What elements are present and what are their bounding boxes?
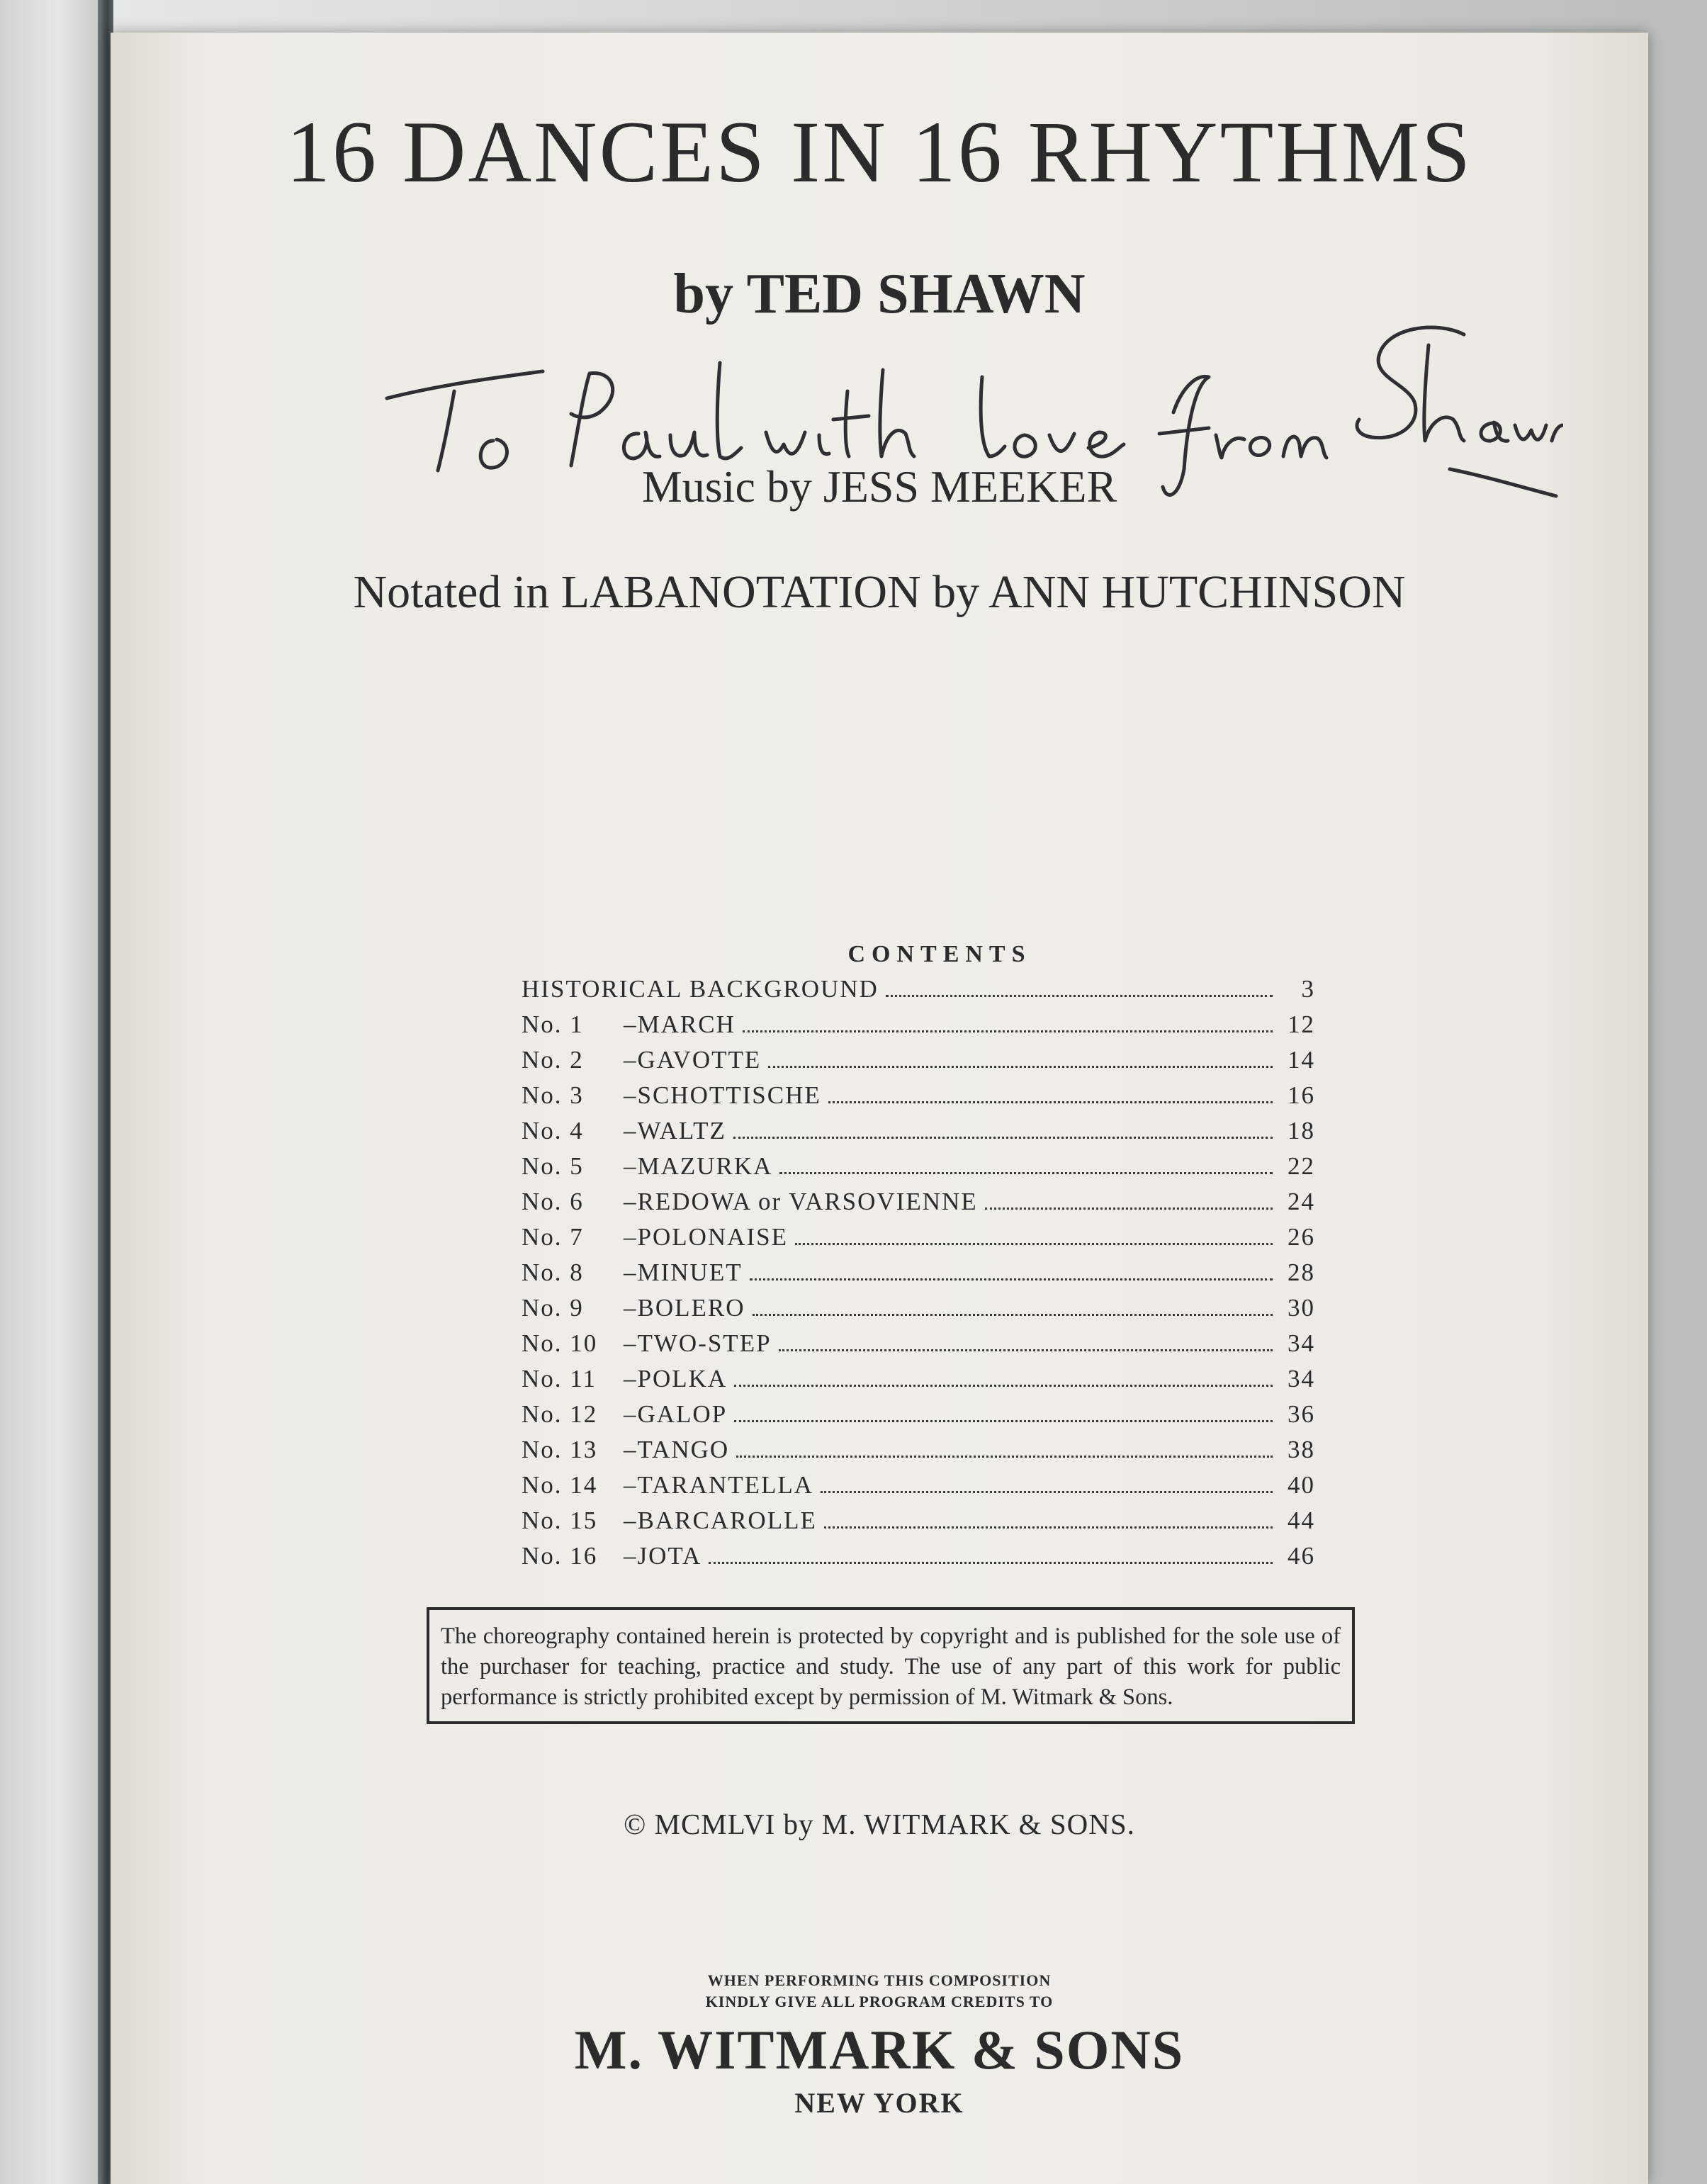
toc-dash: – bbox=[624, 1294, 638, 1322]
toc-leader-dots bbox=[824, 1526, 1273, 1529]
toc-entry-title: TARANTELLA bbox=[637, 1471, 814, 1499]
toc-dash: – bbox=[624, 1329, 638, 1357]
toc-entry-title: POLKA bbox=[637, 1365, 728, 1392]
toc-dash: – bbox=[624, 1259, 638, 1286]
toc-entry bbox=[522, 1152, 1315, 1188]
toc-entry-title: BOLERO bbox=[637, 1294, 745, 1322]
toc-leader-dots bbox=[779, 1172, 1273, 1174]
toc-entry-number: No. 11 bbox=[522, 1365, 597, 1392]
toc-dash: – bbox=[624, 1471, 638, 1499]
toc-entry bbox=[522, 1471, 1315, 1507]
book-title: 16 DANCES IN 16 RHYTHMS bbox=[286, 103, 1473, 201]
toc-entry-number: No. 7 bbox=[522, 1223, 584, 1251]
toc-entry-page: 12 bbox=[1288, 1011, 1315, 1038]
toc-entry-page: 44 bbox=[1288, 1507, 1315, 1534]
toc-entry bbox=[522, 1365, 1315, 1400]
toc-leader-dots bbox=[734, 1420, 1273, 1422]
toc-leader-dots bbox=[753, 1314, 1273, 1316]
toc-entry bbox=[522, 1188, 1315, 1223]
publisher-name: M. WITMARK & SONS bbox=[574, 2019, 1185, 2081]
toc-entry-page: 24 bbox=[1288, 1188, 1315, 1215]
toc-entry-title: JOTA bbox=[637, 1542, 702, 1570]
toc-entry-title: GAVOTTE bbox=[637, 1046, 762, 1074]
toc-dash: – bbox=[624, 1223, 638, 1251]
toc-dash: – bbox=[624, 1436, 638, 1463]
toc-entry-title: GALOP bbox=[637, 1400, 728, 1428]
toc-entry bbox=[522, 1329, 1315, 1365]
toc-leader-dots bbox=[733, 1137, 1273, 1139]
toc-entry bbox=[522, 1507, 1315, 1542]
toc-dash: – bbox=[624, 1400, 638, 1428]
toc-entry-title: HISTORICAL BACKGROUND bbox=[522, 975, 879, 1003]
toc-dash: – bbox=[624, 1542, 638, 1570]
toc-entry bbox=[522, 1542, 1315, 1577]
toc-entry-page: 14 bbox=[1288, 1046, 1315, 1074]
toc-entry-page: 34 bbox=[1288, 1329, 1315, 1357]
toc-dash: – bbox=[624, 1011, 638, 1038]
toc-entry-page: 26 bbox=[1288, 1223, 1315, 1251]
toc-entry-title: MINUET bbox=[637, 1259, 743, 1286]
toc-entry-title: POLONAISE bbox=[637, 1223, 788, 1251]
toc-entry-number: No. 2 bbox=[522, 1046, 584, 1074]
contents-heading: CONTENTS bbox=[847, 941, 1032, 967]
toc-entry bbox=[522, 1223, 1315, 1259]
publisher-city: NEW YORK bbox=[794, 2087, 964, 2119]
toc-entry-number: No. 16 bbox=[522, 1542, 598, 1570]
toc-entry-page: 3 bbox=[1301, 975, 1315, 1003]
toc-entry bbox=[522, 1259, 1315, 1294]
toc-entry-number: No. 8 bbox=[522, 1259, 584, 1286]
left-page-edge bbox=[0, 0, 106, 2184]
toc-leader-dots bbox=[743, 1030, 1273, 1032]
toc-entry bbox=[522, 1117, 1315, 1152]
toc-entry-title: BARCAROLLE bbox=[637, 1507, 817, 1534]
title-page bbox=[111, 33, 1648, 2184]
toc-entry-number: No. 5 bbox=[522, 1152, 584, 1180]
copyright-notice-box: The choreography contained herein is protected by copyright and is published for the sole use of the purchaser for teaching, practice and study. The use of any part of this work for public performance is strictly prohibited except by permission of M. Witmark & Sons. bbox=[427, 1607, 1355, 1724]
toc-entry bbox=[522, 1436, 1315, 1471]
toc-leader-dots bbox=[734, 1385, 1273, 1387]
toc-entry-page: 30 bbox=[1288, 1294, 1315, 1322]
toc-entry-title: REDOWA or VARSOVIENNE bbox=[637, 1188, 978, 1215]
toc-leader-dots bbox=[736, 1456, 1273, 1458]
toc-dash: – bbox=[624, 1117, 638, 1144]
author-byline: by TED SHAWN bbox=[673, 263, 1086, 325]
toc-entry-number: No. 10 bbox=[522, 1329, 598, 1357]
program-credits-note bbox=[111, 1970, 1648, 2013]
toc-leader-dots bbox=[768, 1066, 1273, 1068]
music-credit: Music by JESS MEEKER bbox=[641, 461, 1117, 512]
toc-entry-number: No. 1 bbox=[522, 1011, 584, 1038]
toc-dash: – bbox=[624, 1152, 638, 1180]
toc-entry-title: WALTZ bbox=[637, 1117, 726, 1144]
notation-credit: Notated in LABANOTATION by ANN HUTCHINSON bbox=[353, 566, 1406, 618]
toc-entry-number: No. 12 bbox=[522, 1400, 598, 1428]
toc-dash: – bbox=[624, 1046, 638, 1074]
toc-entry-page: 18 bbox=[1288, 1117, 1315, 1144]
toc-leader-dots bbox=[828, 1101, 1273, 1103]
toc-dash: – bbox=[624, 1188, 638, 1215]
toc-entry-page: 22 bbox=[1288, 1152, 1315, 1180]
toc-entry-number: No. 14 bbox=[522, 1471, 598, 1499]
credits-line: KINDLY GIVE ALL PROGRAM CREDITS TO bbox=[705, 1993, 1054, 2010]
toc-entry-page: 36 bbox=[1288, 1400, 1315, 1428]
toc-entry bbox=[522, 1046, 1315, 1081]
toc-entry-number: No. 6 bbox=[522, 1188, 584, 1215]
toc-entry-number: No. 9 bbox=[522, 1294, 584, 1322]
toc-entry-page: 28 bbox=[1288, 1259, 1315, 1286]
toc-leader-dots bbox=[779, 1349, 1273, 1351]
toc-leader-dots bbox=[821, 1491, 1273, 1493]
toc-dash: – bbox=[624, 1507, 638, 1534]
toc-entry bbox=[522, 1081, 1315, 1117]
toc-entry-page: 16 bbox=[1288, 1081, 1315, 1109]
toc-entry-number: No. 3 bbox=[522, 1081, 584, 1109]
toc-entry bbox=[522, 1294, 1315, 1329]
toc-entry-number: No. 4 bbox=[522, 1117, 584, 1144]
toc-entry-title: SCHOTTISCHE bbox=[637, 1081, 821, 1109]
toc-entry-number: No. 13 bbox=[522, 1436, 598, 1463]
toc-entry-title: MAZURKA bbox=[637, 1152, 773, 1180]
table-of-contents bbox=[522, 941, 1315, 1577]
toc-leader-dots bbox=[985, 1208, 1273, 1210]
toc-entry bbox=[522, 975, 1315, 1011]
toc-dash: – bbox=[624, 1081, 638, 1109]
toc-entry-page: 46 bbox=[1288, 1542, 1315, 1570]
toc-entry bbox=[522, 1400, 1315, 1436]
toc-entry-title: MARCH bbox=[637, 1011, 736, 1038]
toc-entry-number: No. 15 bbox=[522, 1507, 598, 1534]
toc-leader-dots bbox=[709, 1562, 1273, 1564]
toc-leader-dots bbox=[750, 1278, 1273, 1280]
toc-leader-dots bbox=[795, 1243, 1273, 1245]
toc-entry-title: TANGO bbox=[637, 1436, 730, 1463]
toc-entry bbox=[522, 1011, 1315, 1046]
toc-dash: – bbox=[624, 1365, 638, 1392]
copyright-line: © MCMLVI by M. WITMARK & SONS. bbox=[624, 1808, 1135, 1840]
toc-entry-title: TWO-STEP bbox=[637, 1329, 772, 1357]
toc-entry-page: 40 bbox=[1288, 1471, 1315, 1499]
credits-line: WHEN PERFORMING THIS COMPOSITION bbox=[707, 1971, 1052, 1989]
toc-entry-page: 38 bbox=[1288, 1436, 1315, 1463]
toc-entry-page: 34 bbox=[1288, 1365, 1315, 1392]
toc-leader-dots bbox=[886, 995, 1273, 997]
